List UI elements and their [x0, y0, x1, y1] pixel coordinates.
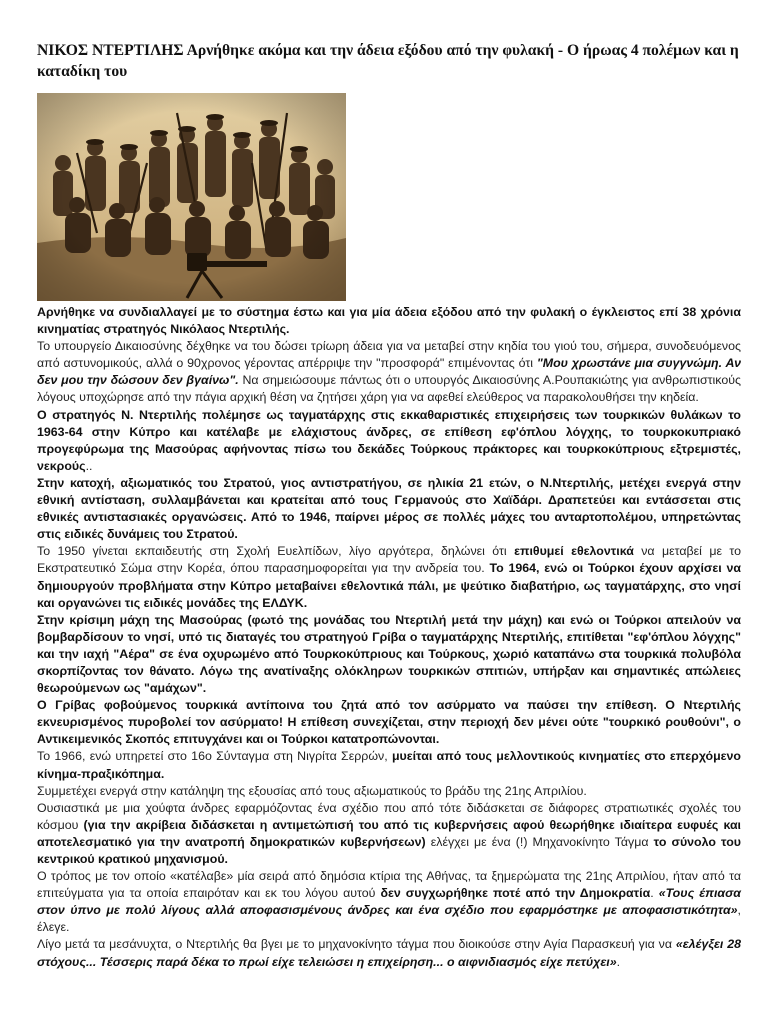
- paragraph-text-run: ..: [85, 458, 93, 473]
- paragraph-text-run: Το 1950 γίνεται εκπαιδευτής στη Σχολή Ευελπίδων, λίγο αργότερα, δηλώνει ότι: [37, 544, 515, 559]
- article-paragraph: [37, 783, 741, 800]
- paragraph-text-run: επιθυμεί εθελοντικά: [514, 544, 634, 559]
- paragraph-text-run: Ο τρόπος με τον οποίο «κατέλαβε» μία σειρά από δημόσια κτίρια της Αθήνας, τα ξημερώματα της 21ης Απριλίου, ήταν από τα επιτεύγματα για τα οποία επαιρόταν και εκ του λόγου αυτού: [37, 869, 741, 901]
- paragraph-text-run: το σύνολο του κεντρικού κρατικού μηχανισμού.: [37, 834, 741, 866]
- article-body: [37, 304, 741, 971]
- paragraph-text-run: , έλεγε.: [37, 903, 741, 935]
- article-paragraph: [37, 304, 741, 338]
- paragraph-text-run: (για την ακρίβεια διδάσκεται η αντιμετώπισή του από τις κυβερνήσεις αφού θεωρήθηκε ιδιαίτερα ευφυές και αποτελεσματικό για την ανατροπή δημοκρατικών κυβερνήσεων): [37, 817, 741, 849]
- historical-group-photo: [37, 93, 346, 301]
- paragraph-text-run: να μεταβεί με το Εκστρατευτικό Σώμα στην Κορέα, όπου παρασημοφορείται για την ανδρεία του.: [37, 544, 741, 576]
- paragraph-text-run: Το υπουργείο Δικαιοσύνης δέχθηκε να του δώσει τρίωρη άδεια για να μεταβεί στην κηδία του γιού του, σήμερα, συνοδευόμενος από αστυνομικούς, αλλά ο 90χρονος γέροντας απέρριψε την "προσφορά" επιμένοντας ότι: [37, 339, 741, 371]
- paragraph-text-run: Αρνήθηκε να συνδιαλλαγεί με το σύστημα έστω και για μία άδεια εξόδου από την φυλακή ο έγκλειστος επί 38 χρόνια κινηματίας στρατηγός Νικόλαος Ντερτιλής.: [37, 305, 741, 337]
- paragraph-text-run: «ελέγξει 28 στόχους... Τέσσερις παρά δέκα το πρωί είχε τελειώσει η επιχείρηση... ο αιφνιδιασμός είχε πετύχει»: [37, 937, 741, 969]
- paragraph-text-run: Συμμετέχει ενεργά στην κατάληψη της εξουσίας από τους αξιωματικούς το βράδυ της 21ης Απριλίου.: [37, 783, 587, 798]
- paragraph-text-run: .: [616, 954, 621, 969]
- article-paragraph: [37, 475, 741, 543]
- paragraph-text-run: ελέγχει με ένα (!) Μηχανοκίνητο Τάγμα: [425, 834, 654, 849]
- paragraph-text-run: Ουσιαστικά με μια χούφτα άνδρες εφαρμόζοντας ένα σχέδιο που από τότε διδάσκεται σε διάφορες στρατιωτικές σχολές του κόσμου: [37, 800, 741, 832]
- paragraph-text-run: "Μου χρωστάνε μια συγγνώμη. Αν δεν μου την δώσουν δεν βγαίνω".: [37, 356, 741, 388]
- paragraph-text-run: Λίγο μετά τα μεσάνυχτα, ο Ντερτιλής θα βγει με το μηχανοκίνητο τάγμα που διοικούσε στην Αγία Παρασκευή για να: [37, 937, 676, 952]
- article-paragraph: [37, 543, 741, 611]
- paragraph-text-run: Ο στρατηγός Ν. Ντερτιλής πολέμησε ως ταγματάρχης στις εκκαθαριστικές επιχειρήσεις των τουρκικών θυλάκων το 1963-64 στην Κύπρο και κατέλαβε με ελάχιστους άνδρες, σε επίθεση εφ'όπλου λόγχης, το τουρκοκυπριακό προγεφύρωμα της Μασούρας αφήνοντας πίσω του δεκάδες Τούρκους πράκτορες και τουρκοκύπριους εξτρεμιστές, νεκρούς: [37, 407, 741, 473]
- article-paragraph: [37, 612, 741, 697]
- paragraph-text-run: δεν συγχωρήθηκε ποτέ από την Δημοκρατία: [380, 886, 651, 901]
- paragraph-text-run: Το 1964, ενώ οι Τούρκοι έχουν αρχίσει να δημιουργούν προβλήματα στην Κύπρο μεταβαίνει εθελοντικά πάλι, με ψεύτικο διαβατήριο, ως ταγματάρχης, στο νησί και οργανώνει τις ειδικές μονάδες της ΕΛΔΥΚ.: [37, 561, 741, 610]
- article-paragraph: [37, 868, 741, 936]
- article-paragraph: [37, 338, 741, 406]
- paragraph-text-run: .: [650, 886, 659, 901]
- article-paragraph: [37, 697, 741, 748]
- article-paragraph: [37, 936, 741, 970]
- article-headline: ΝΙΚΟΣ ΝΤΕΡΤΙΛΗΣ Αρνήθηκε ακόμα και την άδεια εξόδου από την φυλακή - Ο ήρωας 4 πολέμων και η καταδίκη του: [37, 42, 739, 80]
- paragraph-text-run: Το 1966, ενώ υπηρετεί στο 16ο Σύνταγμα στη Νιγρίτα Σερρών,: [37, 749, 392, 764]
- paragraph-text-run: Να σημειώσουμε πάντως ότι ο υπουργός Δικαιοσύνης Α.Ρουπακιώτης για ανθρωπιστικούς λόγους υποχώρησε από την πάγια αρχική θέση να ζητήσει χάρη για να αφεθεί ελεύθερος να παρακολουθήσει την κηδεία.: [37, 373, 741, 405]
- paragraph-text-run: μυείται από τους μελλοντικούς κινηματίες στο επερχόμενο κίνημα-πραξικόπημα.: [37, 749, 742, 781]
- article-paragraph: [37, 800, 741, 868]
- paragraph-text-run: Στην κατοχή, αξιωματικός του Στρατού, γιος αντιστρατήγου, σε ηλικία 21 ετών, ο Ν.Ντερτιλής, μετέχει ενεργά στην εθνική αντίσταση, συλλαμβάνεται και κρατείται από τους Γερμανούς στο Χαϊδάρι. Δραπετεύει και εντάσσεται στις εθνικές αντιστασιακές οργανώσεις. Από το 1946, παίρνει μέρος σε πολλές μάχες του ανταρτοπολέμου, υπηρετώντας στις ειδικές δυνάμεις του Στρατού.: [37, 475, 741, 542]
- article-paragraph: [37, 748, 741, 782]
- paragraph-text-run: Στην κρίσιμη μάχη της Μασούρας (φωτό της μονάδας του Ντερτιλή μετά την μάχη) και ενώ οι Τούρκοι απειλούν να βομβαρδίσουν το νησί, υπό τις διαταγές του στρατηγού Γρίβα ο ταγματάρχης Ντερτιλής, επιτίθεται "εφ'όπλου λόγχης" και την ιαχή "Αέρα" σε ένα οχυρωμένο από Τουρκοκύπριους και Τούρκους, χωριό καταπάνω στα τουρκικά πολυβόλα σκορπίζοντας τον θάνατο. Λόγω της ανατίναξης ολόκληρων τουρκικών σπιτιών, υπήρξαν και σημαντικές απώλειες θεωρούμενων ως "αμάχων".: [37, 612, 741, 696]
- article-paragraph: [37, 407, 741, 475]
- paragraph-text-run: Ο Γρίβας φοβούμενος τουρκικά αντίποινα του ζητά από τον ασύρματο να παύσει την επίθεση. Ο Ντερτιλής εκνευρισμένος πυροβολεί τον ασύρματο! Η επίθεση συνεχίζεται, στην περιοχή δεν μένει ούτε "τουρκικό ρουθούνι", ο Αντικειμενικός Σκοπός επιτυγχάνει και οι Τούρκοι κατατροπώνονται.: [37, 698, 741, 747]
- paragraph-text-run: «Τους έπιασα στον ύπνο με πολύ λίγους αλλά αποφασισμένους άνδρες και ένα σχέδιο που εφαρμόστηκε με αποφασιστικότητα»: [37, 886, 741, 918]
